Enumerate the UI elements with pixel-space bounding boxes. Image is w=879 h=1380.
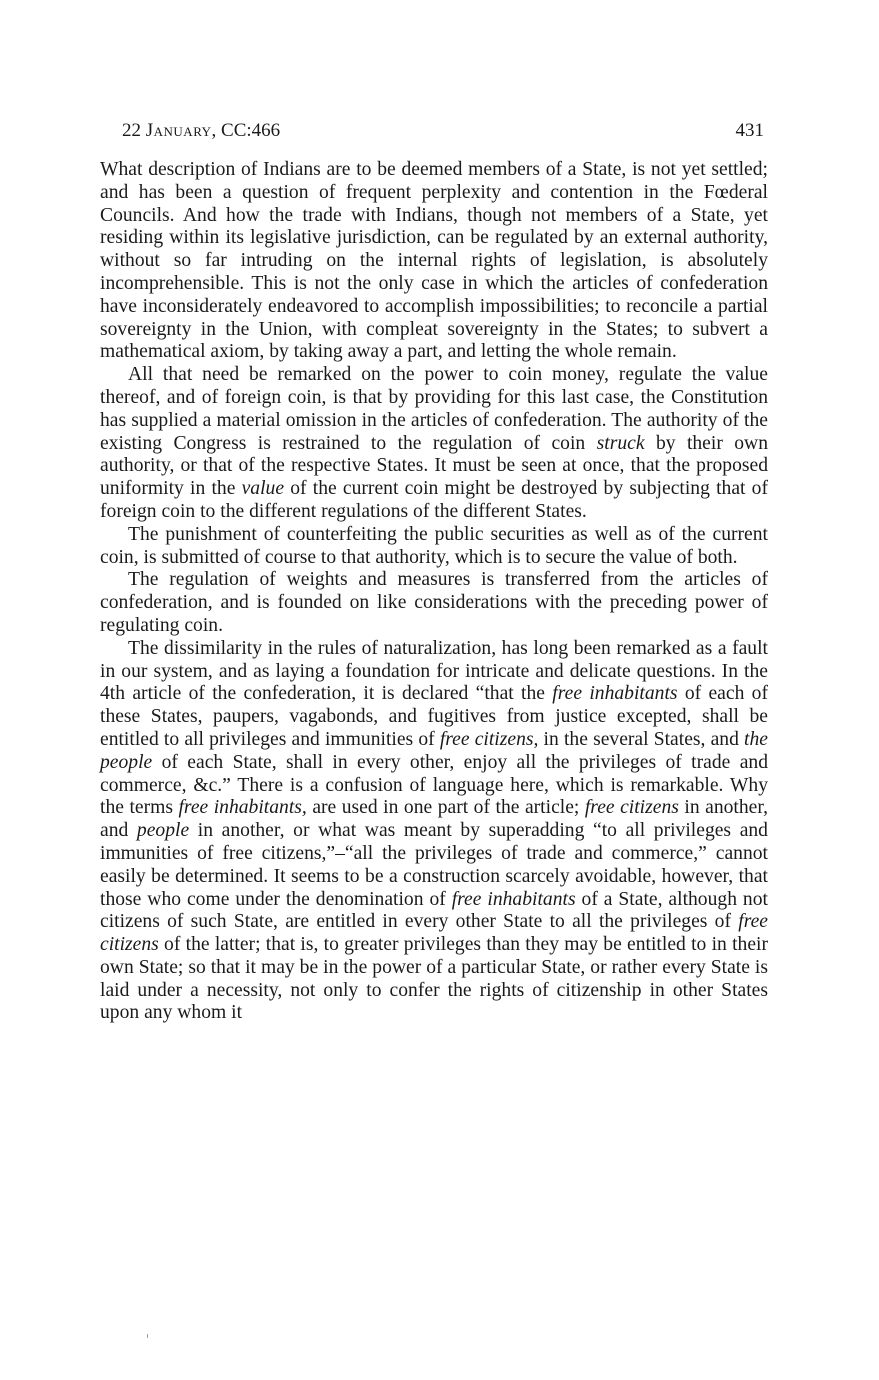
header-month: January (145, 120, 212, 141)
header-ref: , CC:466 (211, 120, 281, 141)
italic-text: free inhabitants, (178, 797, 307, 819)
text-run: of the current coin might be destroyed by subjecting that of foreign coin to the different regulations of the different States. (100, 478, 768, 522)
text-run: in the several States, and (538, 728, 745, 750)
paragraph (100, 159, 768, 364)
body-text (100, 159, 768, 1025)
text-run: The regulation of weights and measures is transferred from the articles of confederation, and is founded on like considerations with the preceding power of regulating coin. (100, 569, 768, 636)
italic-text: free inhabitants (552, 683, 678, 705)
italic-text: free citizens, (439, 728, 539, 750)
italic-text: people (136, 820, 190, 842)
text-run: are used in one part of the article; (306, 797, 585, 819)
italic-text: the people (100, 728, 768, 773)
text-run: of a State, although not citizens of such State, are entitled in every other State to all the privileges of (100, 888, 768, 933)
running-head-title (122, 118, 280, 144)
paragraph (100, 364, 768, 524)
italic-text: value (241, 478, 285, 500)
header-day: 22 (122, 120, 141, 141)
page-number: 431 (735, 120, 764, 141)
text-run: What description of Indians are to be deemed members of a State, is not yet settled; and has been a question of frequent perplexity and contention in the Fœderal Councils. And how the trade with Indians, though not members of a State, yet residing within its legislative jurisdiction, can be regulated by an external authority, without so far intruding on the internal rights of legislation, is absolutely incomprehensible. This is not the only case in which the articles of confederation have inconsiderately endeavored to accomplish impossibilities; to reconcile a partial sovereignty in the Union, with compleat sovereignty in the States; to subvert a mathematical axiom, by taking away a part, and letting the whole remain. (100, 159, 768, 363)
running-head (100, 118, 768, 144)
italic-text: free inhabitants (451, 888, 576, 910)
page-mark (147, 1334, 148, 1338)
paragraph (100, 524, 768, 570)
text-run: The punishment of counterfeiting the public securities as well as of the current coin, is submitted of course to that authority, which is to secure the value of both. (100, 523, 768, 568)
italic-text: free citizens (100, 911, 768, 956)
italic-text: free citizens (584, 797, 679, 819)
text-run: by their own authority, or that of the respective States. It must be seen at once, that the proposed uniformity in the (100, 432, 768, 500)
document-page (100, 118, 768, 1025)
text-run: of each of these States, paupers, vagabonds, and fugitives from justice excepted, shall be entitled to all privileges and immunities of (100, 683, 768, 750)
text-run: of each State, shall in every other, enjoy all the privileges of trade and commerce, &c.” There is a confusion of language here, which is remarkable. Why the terms (100, 751, 768, 819)
text-run: All that need be remarked on the power to coin money, regulate the value thereof, and of foreign coin, is that by providing for this last case, the Constitution has supplied a material omission in the articles of confederation. The authority of the existing Congress is restrained to the regulation of coin (100, 364, 768, 454)
paragraph (100, 638, 768, 1026)
text-run: The dissimilarity in the rules of naturalization, has long been remarked as a fault in our system, and as laying a foundation for intricate and delicate questions. In the 4th article of the confederation, it is declared “that the (100, 637, 768, 705)
paragraph (100, 569, 768, 637)
italic-text: struck (596, 432, 645, 454)
text-run: of the latter; that is, to greater privileges than they may be entitled to in their own State; so that it may be in the power of a particular State, or rather every State is laid under a necessity, not only to confer the rights of citizenship in other States upon any whom it (100, 934, 768, 1024)
text-run: in another, and (100, 797, 768, 842)
text-run: in another, or what was meant by superadding “to all privileges and immunities of free citizens,”–“all the privileges of trade and commerce,” cannot easily be determined. It seems to be a construction scarcely avoidable, however, that those who come under the denomination of (100, 820, 768, 910)
